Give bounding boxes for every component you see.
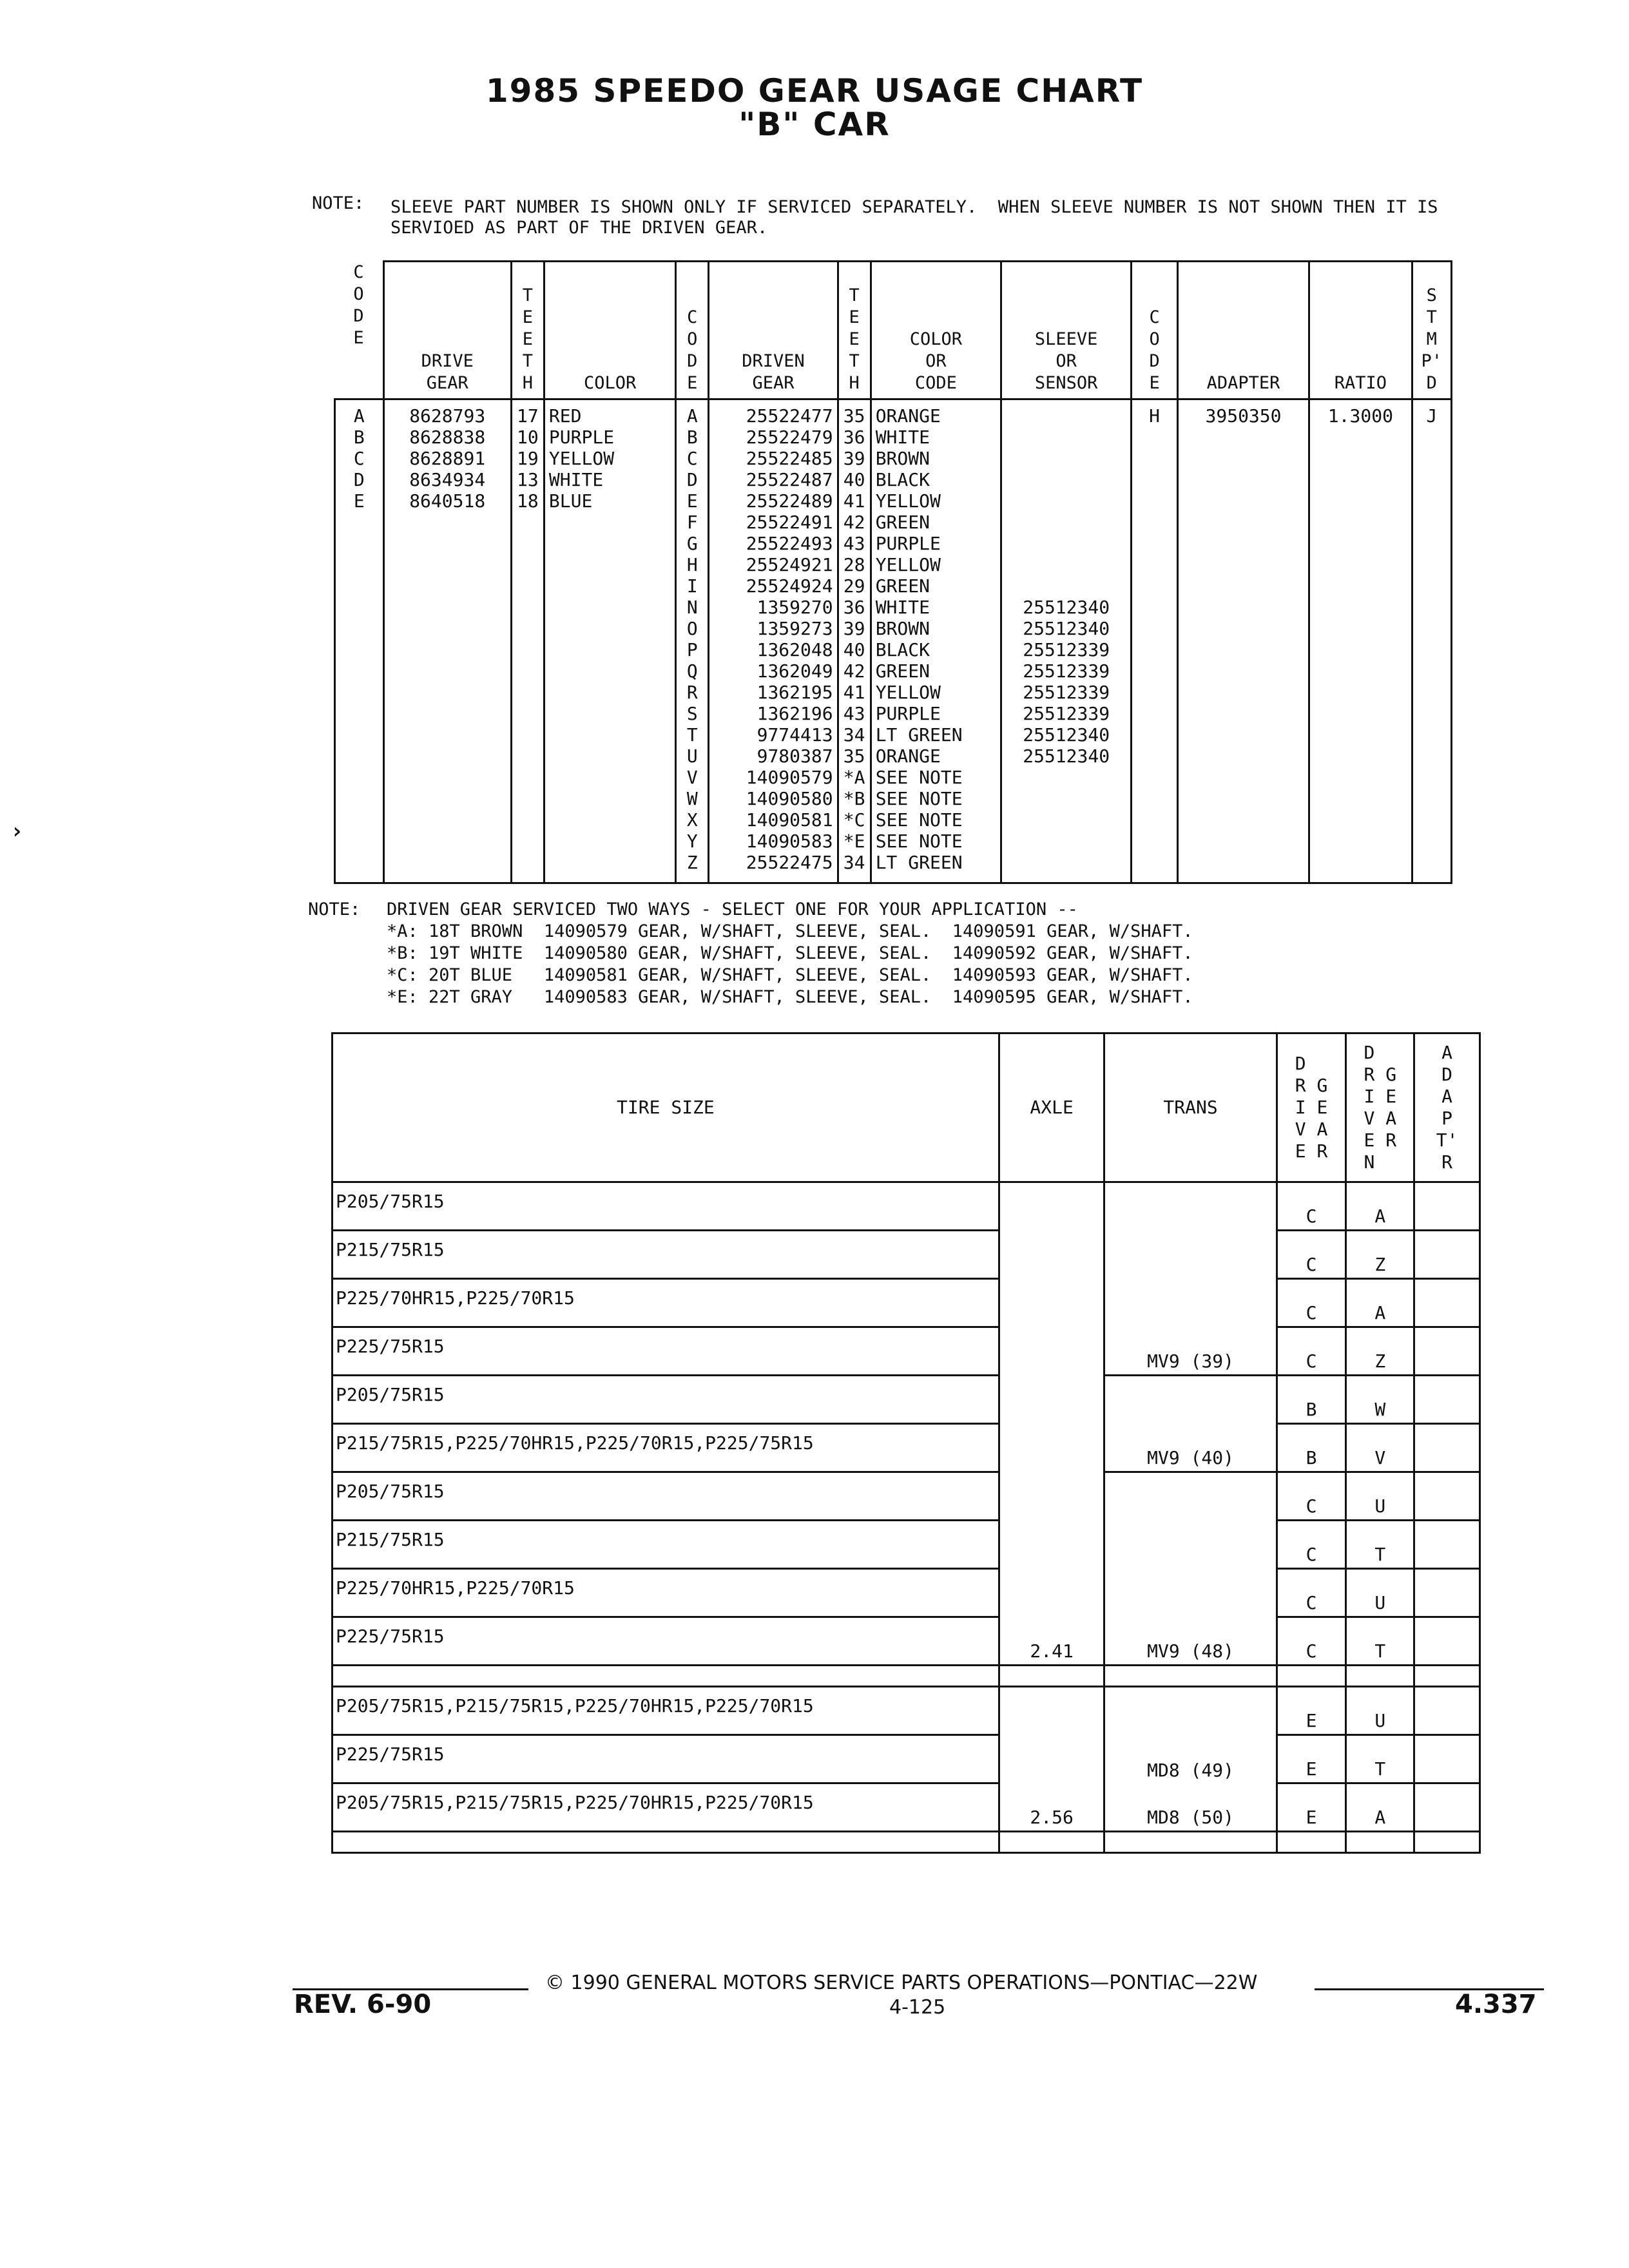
drive-gear-code-cell: C: [1277, 1472, 1346, 1521]
trans-cell: MV9 (40): [1104, 1424, 1277, 1472]
drive-gear-code-cell: B: [1277, 1424, 1346, 1472]
header-axle: AXLE: [999, 1033, 1104, 1182]
page-subtitle: "B" CAR: [738, 106, 891, 143]
trans-cell: [1104, 1231, 1277, 1279]
drive-colors: RED PURPLE YELLOW WHITE BLUE: [544, 399, 675, 883]
header-adapter-code: A D A P T' R: [1414, 1033, 1480, 1182]
tire-application-table: [331, 1032, 1481, 1854]
table-row: [333, 1376, 1480, 1424]
table-row: [333, 1783, 1480, 1832]
header-driven-gear-code: D R G I E V A E R N: [1346, 1033, 1414, 1182]
adapter-code-cell: [1414, 1376, 1480, 1424]
header-adapter: ADAPTER: [1177, 262, 1309, 399]
adapter-code-cell: [1414, 1424, 1480, 1472]
trans-cell: MV9 (48): [1104, 1617, 1277, 1666]
adapter-code-cell: [1414, 1327, 1480, 1376]
stmpd-value: J: [1412, 399, 1451, 883]
adapter-code-cell: [1414, 1472, 1480, 1521]
separator-cell: [333, 1832, 999, 1853]
table-row: [333, 1231, 1480, 1279]
tire-size-cell: P205/75R15: [333, 1376, 999, 1424]
tire-size-cell: P215/75R15,P225/70HR15,P225/70R15,P225/75R15: [333, 1424, 999, 1472]
note-top-line2: SERVIOED AS PART OF THE DRIVEN GEAR.: [390, 218, 768, 238]
header-trans: TRANS: [1104, 1033, 1277, 1182]
header-ratio: RATIO: [1309, 262, 1412, 399]
trans-cell: MD8 (49): [1104, 1735, 1277, 1783]
drive-gears: 8628793 8628838 8628891 8634934 8640518: [383, 399, 511, 883]
header-driven-gear: DRIVEN GEAR: [709, 262, 838, 399]
header-code-adapter: C O D E: [1132, 262, 1178, 399]
adapter-code-cell: [1414, 1687, 1480, 1735]
separator-row: [333, 1666, 1480, 1687]
separator-cell: [1414, 1832, 1480, 1853]
header-teeth: T E E T H: [511, 262, 544, 399]
axle-cell: [999, 1327, 1104, 1376]
drive-teeth: 17 10 19 13 18: [511, 399, 544, 883]
footer-rev: REV. 6-90: [294, 1990, 432, 2019]
trans-cell: MD8 (50): [1104, 1783, 1277, 1832]
driven-gear-code-cell: U: [1346, 1687, 1414, 1735]
header-color: COLOR: [544, 262, 675, 399]
driven-gear-code-cell: T: [1346, 1735, 1414, 1783]
adapter-code-cell: [1414, 1783, 1480, 1832]
trans-cell: [1104, 1182, 1277, 1231]
page-title: 1985 SPEEDO GEAR USAGE CHART: [485, 72, 1144, 110]
driven-colors: ORANGE WHITE BROWN BLACK YELLOW GREEN PURPLE YELLOW GREEN WHITE BROWN BLACK GREEN YELLOW PURPLE LT GREEN ORANGE SEE NOTE SEE NOTE SEE NOTE SEE NOTE LT GREEN: [871, 399, 1001, 883]
adapter-code-cell: [1414, 1569, 1480, 1617]
axle-cell: [999, 1735, 1104, 1783]
axle-cell: [999, 1521, 1104, 1569]
margin-mark: ›: [10, 818, 24, 844]
note-mid-line: *C: 20T BLUE 14090581 GEAR, W/SHAFT, SLEEVE, SEAL. 14090593 GEAR, W/SHAFT.: [387, 965, 1193, 985]
axle-cell: [999, 1279, 1104, 1327]
driven-teeth: 35 36 39 40 41 42 43 28 29 36 39 40 42 41 43 34 35 *A *B *C *E 34: [838, 399, 871, 883]
header-tire-size: TIRE SIZE: [333, 1033, 999, 1182]
header-drive-gear: DRIVE GEAR: [383, 262, 511, 399]
driven-gear-code-cell: V: [1346, 1424, 1414, 1472]
axle-cell: [999, 1569, 1104, 1617]
drive-gear-code-cell: E: [1277, 1783, 1346, 1832]
separator-cell: [999, 1832, 1104, 1853]
adapter-code-cell: [1414, 1521, 1480, 1569]
adapter-code: H: [1132, 399, 1178, 883]
trans-cell: [1104, 1472, 1277, 1521]
tire-size-cell: P225/75R15: [333, 1617, 999, 1666]
axle-cell: [999, 1687, 1104, 1735]
axle-cell: 2.56: [999, 1783, 1104, 1832]
tire-size-cell: P225/70HR15,P225/70R15: [333, 1569, 999, 1617]
table-row: [333, 1472, 1480, 1521]
note-mid-line: *B: 19T WHITE 14090580 GEAR, W/SHAFT, SLEEVE, SEAL. 14090592 GEAR, W/SHAFT.: [387, 943, 1193, 963]
table-row: [333, 1687, 1480, 1735]
footer-copyright: © 1990 GENERAL MOTORS SERVICE PARTS OPERATIONS—PONTIAC—22W: [545, 1972, 1258, 1994]
table-row: [333, 1182, 1480, 1231]
separator-cell: [333, 1666, 999, 1687]
header-teeth-driven: T E E T H: [838, 262, 871, 399]
driven-gears: 25522477 25522479 25522485 25522487 25522489 25522491 25522493 25524921 25524924 1359270 1359273 1362048 1362049 1362195 1362196 9774413 9780387 14090579 14090580 14090581 14090583 25522475: [709, 399, 838, 883]
drive-gear-code-cell: C: [1277, 1617, 1346, 1666]
tire-size-cell: P225/75R15: [333, 1327, 999, 1376]
separator-cell: [1104, 1832, 1277, 1853]
tire-size-cell: P205/75R15: [333, 1472, 999, 1521]
table-row: [333, 1521, 1480, 1569]
note-top-label: NOTE:: [312, 193, 365, 213]
sleeve-numbers: 25512340 25512340 25512339 25512339 25512339 25512339 25512340 25512340: [1001, 399, 1132, 883]
trans-cell: MV9 (39): [1104, 1327, 1277, 1376]
tire-size-cell: P225/75R15: [333, 1735, 999, 1783]
tire-size-cell: P205/75R15,P215/75R15,P225/70HR15,P225/70R15: [333, 1783, 999, 1832]
trans-cell: [1104, 1569, 1277, 1617]
note-mid-line: *A: 18T BROWN 14090579 GEAR, W/SHAFT, SLEEVE, SEAL. 14090591 GEAR, W/SHAFT.: [387, 921, 1193, 941]
table-row: [333, 1424, 1480, 1472]
trans-cell: [1104, 1376, 1277, 1424]
footer-page: 4-125: [889, 1996, 946, 2019]
separator-cell: [999, 1666, 1104, 1687]
driven-gear-code-cell: A: [1346, 1182, 1414, 1231]
driven-codes: A B C D E F G H I N O P Q R S T U V W X Y Z: [676, 399, 709, 883]
gear-table: [334, 260, 1452, 884]
drive-gear-code-cell: E: [1277, 1687, 1346, 1735]
header-color-or-code: COLOR OR CODE: [871, 262, 1001, 399]
note-mid-label: NOTE:: [308, 899, 361, 919]
table-row: [333, 1617, 1480, 1666]
driven-gear-code-cell: A: [1346, 1279, 1414, 1327]
footer-section: 4.337: [1455, 1990, 1537, 2019]
tire-size-cell: P205/75R15,P215/75R15,P225/70HR15,P225/70R15: [333, 1687, 999, 1735]
adapter-code-cell: [1414, 1279, 1480, 1327]
driven-gear-code-cell: T: [1346, 1521, 1414, 1569]
table-row: [333, 1569, 1480, 1617]
driven-gear-code-cell: U: [1346, 1472, 1414, 1521]
header-sleeve: SLEEVE OR SENSOR: [1001, 262, 1132, 399]
adapter-code-cell: [1414, 1182, 1480, 1231]
tire-size-cell: P215/75R15: [333, 1231, 999, 1279]
tire-size-cell: P225/70HR15,P225/70R15: [333, 1279, 999, 1327]
driven-gear-code-cell: W: [1346, 1376, 1414, 1424]
note-top-line1: SLEEVE PART NUMBER IS SHOWN ONLY IF SERVICED SEPARATELY. WHEN SLEEVE NUMBER IS NOT SHOWN THEN IT IS: [390, 197, 1438, 217]
axle-cell: 2.41: [999, 1617, 1104, 1666]
header-code-driven: C O D E: [676, 262, 709, 399]
drive-codes: A B C D E: [335, 399, 384, 883]
note-mid-line: *E: 22T GRAY 14090583 GEAR, W/SHAFT, SLEEVE, SEAL. 14090595 GEAR, W/SHAFT.: [387, 987, 1193, 1007]
note-mid-intro: DRIVEN GEAR SERVICED TWO WAYS - SELECT ONE FOR YOUR APPLICATION --: [387, 899, 1078, 919]
driven-gear-code-cell: Z: [1346, 1327, 1414, 1376]
adapter-code-cell: [1414, 1231, 1480, 1279]
header-drive-gear-code: D R G I E V A E R: [1277, 1033, 1346, 1182]
separator-cell: [1277, 1666, 1346, 1687]
axle-cell: [999, 1376, 1104, 1424]
axle-cell: [999, 1182, 1104, 1231]
adapter-code-cell: [1414, 1735, 1480, 1783]
drive-gear-code-cell: B: [1277, 1376, 1346, 1424]
trans-cell: [1104, 1687, 1277, 1735]
adapter-code-cell: [1414, 1617, 1480, 1666]
header-code: C O D E: [353, 262, 364, 348]
driven-gear-code-cell: T: [1346, 1617, 1414, 1666]
table-row: [333, 1279, 1480, 1327]
header-stmpd: S T M P' D: [1412, 262, 1451, 399]
separator-row: [333, 1832, 1480, 1853]
table-row: [333, 1327, 1480, 1376]
ratio-value: 1.3000: [1309, 399, 1412, 883]
trans-cell: [1104, 1521, 1277, 1569]
separator-cell: [1346, 1666, 1414, 1687]
separator-cell: [1414, 1666, 1480, 1687]
drive-gear-code-cell: C: [1277, 1521, 1346, 1569]
separator-cell: [1346, 1832, 1414, 1853]
driven-gear-code-cell: A: [1346, 1783, 1414, 1832]
drive-gear-code-cell: C: [1277, 1231, 1346, 1279]
tire-size-cell: P205/75R15: [333, 1182, 999, 1231]
axle-cell: [999, 1424, 1104, 1472]
drive-gear-code-cell: C: [1277, 1327, 1346, 1376]
separator-cell: [1277, 1832, 1346, 1853]
axle-cell: [999, 1472, 1104, 1521]
separator-cell: [1104, 1666, 1277, 1687]
drive-gear-code-cell: E: [1277, 1735, 1346, 1783]
table-row: [333, 1735, 1480, 1783]
driven-gear-code-cell: U: [1346, 1569, 1414, 1617]
tire-size-cell: P215/75R15: [333, 1521, 999, 1569]
driven-gear-code-cell: Z: [1346, 1231, 1414, 1279]
adapter-number: 3950350: [1177, 399, 1309, 883]
trans-cell: [1104, 1279, 1277, 1327]
drive-gear-code-cell: C: [1277, 1279, 1346, 1327]
axle-cell: [999, 1231, 1104, 1279]
drive-gear-code-cell: C: [1277, 1569, 1346, 1617]
drive-gear-code-cell: C: [1277, 1182, 1346, 1231]
